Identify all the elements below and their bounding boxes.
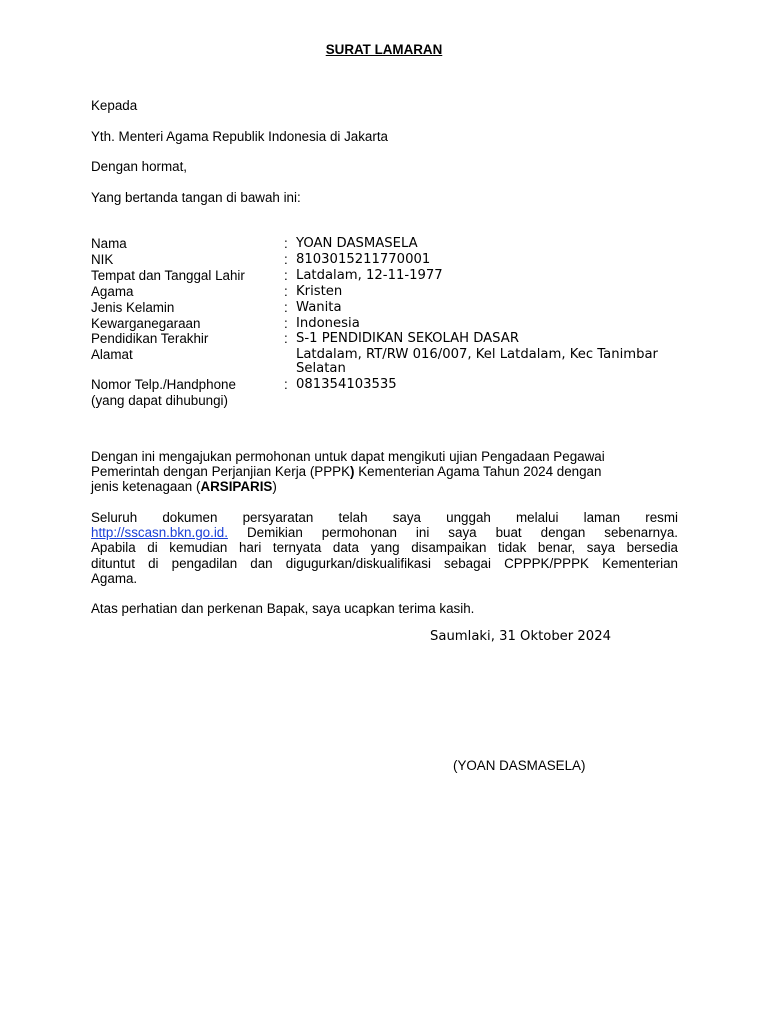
field-label-telp: Nomor Telp./Handphone bbox=[91, 377, 236, 392]
field-label-alamat: Alamat bbox=[91, 347, 133, 362]
field-colon: : bbox=[284, 331, 288, 346]
field-label-ttl: Tempat dan Tanggal Lahir bbox=[91, 268, 245, 283]
paragraph-text: jenis ketenagaan ( bbox=[91, 479, 201, 495]
paragraph-line bbox=[91, 479, 678, 494]
paragraph-line bbox=[91, 464, 678, 479]
field-label-jenis-kelamin: Jenis Kelamin bbox=[91, 300, 175, 315]
field-value-ttl: Latdalam, 12-11-1977 bbox=[296, 268, 443, 283]
field-value-pendidikan: S-1 PENDIDIKAN SEKOLAH DASAR bbox=[296, 331, 519, 346]
paragraph-line: Agama. bbox=[91, 570, 138, 586]
page-title: SURAT LAMARAN bbox=[325, 42, 443, 57]
paragraph-line: Apabila di kemudian hari ternyata data yang disampaikan tidak benar, saya bersedia bbox=[91, 540, 678, 556]
field-value-nik: 8103015211770001 bbox=[296, 252, 431, 267]
salutation-intro: Yang bertanda tangan di bawah ini: bbox=[91, 190, 301, 205]
field-value-telp: 081354103535 bbox=[296, 377, 397, 392]
salutation-recipient: Yth. Menteri Agama Republik Indonesia di Jakarta bbox=[91, 129, 388, 144]
field-colon: : bbox=[284, 236, 288, 251]
field-value-jenis-kelamin: Wanita bbox=[296, 300, 342, 315]
body-paragraph-2 bbox=[91, 510, 678, 586]
paragraph-text: Demikian permohonan ini saya buat dengan sebenarnya. bbox=[227, 525, 678, 541]
signature-name: (YOAN DASMASELA) bbox=[453, 758, 586, 773]
field-colon: : bbox=[284, 268, 288, 283]
paragraph-line: Dengan ini mengajukan permohonan untuk dapat mengikuti ujian Pengadaan Pegawai bbox=[91, 449, 605, 464]
salutation-greeting: Dengan hormat, bbox=[91, 159, 188, 174]
field-colon: : bbox=[284, 316, 288, 331]
field-colon: : bbox=[284, 300, 288, 315]
field-value-alamat-line2: Selatan bbox=[296, 361, 346, 376]
paragraph-text-bold: ) bbox=[350, 464, 355, 480]
paragraph-text: Pemerintah dengan Perjanjian Kerja (PPPK bbox=[91, 464, 351, 480]
field-label-kewarganegaraan: Kewarganegaraan bbox=[91, 316, 201, 331]
field-label-nama: Nama bbox=[91, 236, 127, 251]
field-value-agama: Kristen bbox=[296, 284, 343, 299]
field-colon: : bbox=[284, 284, 288, 299]
paragraph-line: Seluruh dokumen persyaratan telah saya unggah melalui laman resmi bbox=[91, 510, 678, 525]
field-colon: : bbox=[284, 252, 288, 267]
signature-place-date: Saumlaki, 31 Oktober 2024 bbox=[430, 629, 611, 644]
closing-text: Atas perhatian dan perkenan Bapak, saya ucapkan terima kasih. bbox=[91, 601, 475, 616]
paragraph-line bbox=[91, 525, 678, 540]
salutation-to: Kepada bbox=[91, 98, 138, 113]
field-value-alamat-line1: Latdalam, RT/RW 016/007, Kel Latdalam, Kec Tanimbar bbox=[296, 347, 658, 362]
paragraph-text: ) bbox=[272, 479, 277, 495]
field-label-pendidikan: Pendidikan Terakhir bbox=[91, 331, 209, 346]
sscasn-link[interactable]: http://sscasn.bkn.go.id. bbox=[91, 525, 228, 541]
paragraph-text: Kementerian Agama Tahun 2024 dengan bbox=[354, 464, 602, 480]
body-paragraph-1 bbox=[91, 449, 678, 495]
paragraph-line: dituntut di pengadilan dan digugurkan/diskualifikasi sebagai CPPPK/PPPK Kementerian bbox=[91, 555, 678, 571]
field-colon: : bbox=[284, 377, 288, 392]
field-value-nama: YOAN DASMASELA bbox=[296, 236, 418, 251]
field-value-kewarganegaraan: Indonesia bbox=[296, 316, 360, 331]
position-name: ARSIPARIS bbox=[200, 479, 273, 495]
field-label-telp-note: (yang dapat dihubungi) bbox=[91, 393, 228, 408]
field-label-agama: Agama bbox=[91, 284, 134, 299]
field-label-nik: NIK bbox=[91, 252, 114, 267]
